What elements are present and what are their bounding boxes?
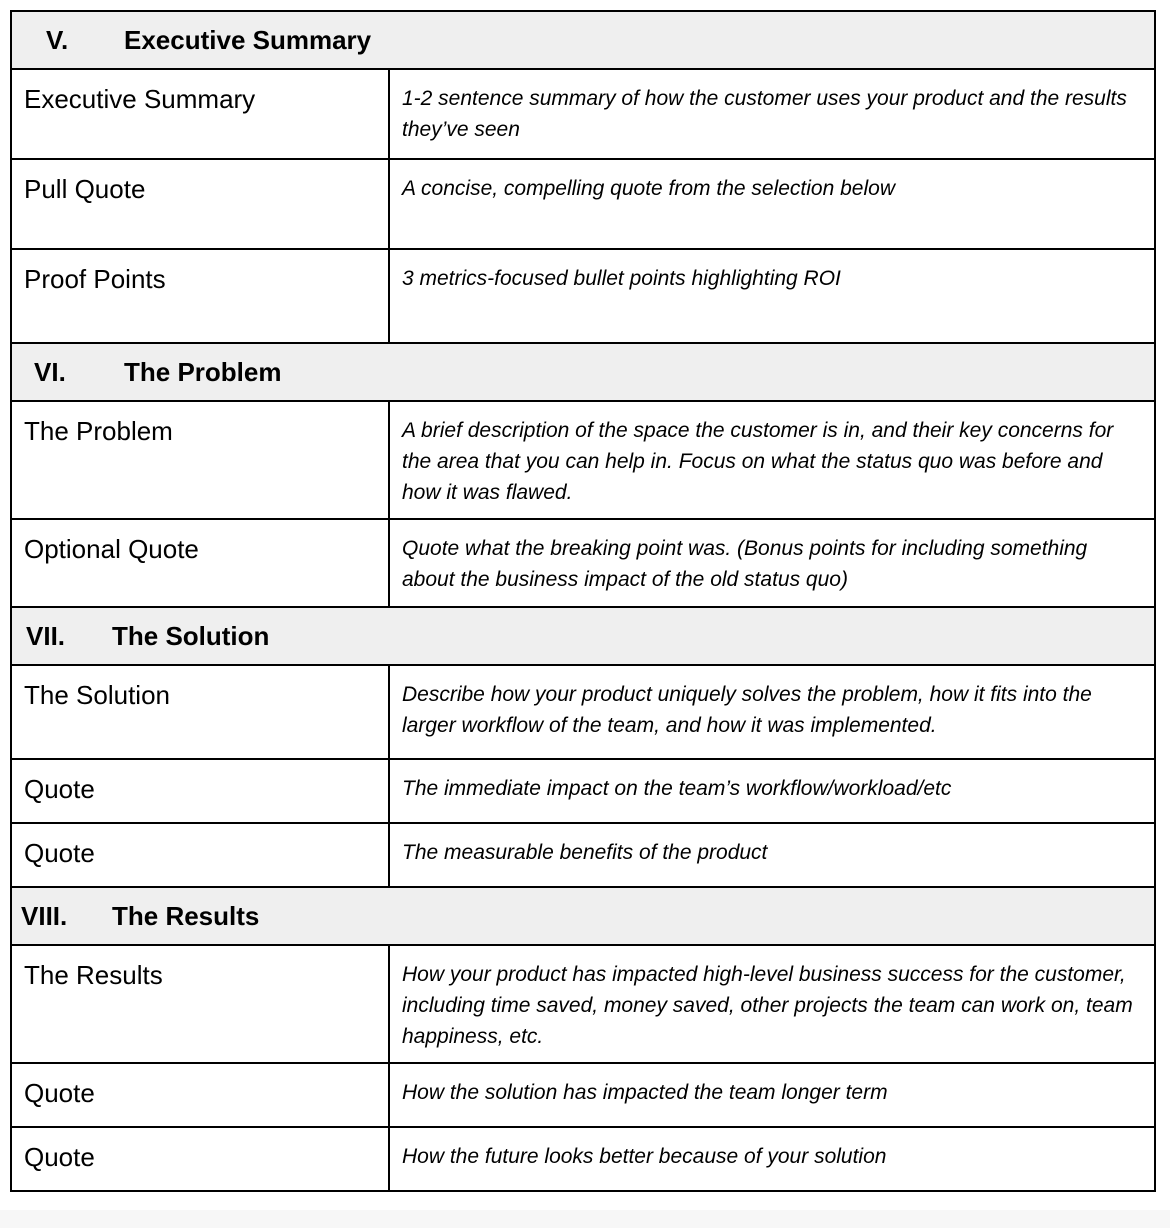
row-description: How the solution has impacted the team longer term xyxy=(389,1063,1155,1127)
row-label: Quote xyxy=(11,1127,389,1191)
row-description: Describe how your product uniquely solves the problem, how it fits into the larger workflow of the team, and how it was implemented. xyxy=(389,665,1155,759)
case-study-outline-table xyxy=(10,10,1156,1192)
table-row xyxy=(11,1127,1155,1191)
row-description: Quote what the breaking point was. (Bonus points for including something about the business impact of the old status quo) xyxy=(389,519,1155,607)
section-header-the-solution xyxy=(11,607,1155,665)
row-description: A concise, compelling quote from the selection below xyxy=(389,159,1155,249)
row-label: The Solution xyxy=(11,665,389,759)
table-row xyxy=(11,249,1155,343)
row-label: Quote xyxy=(11,1063,389,1127)
section-header-executive-summary xyxy=(11,11,1155,69)
section-number: VIII. xyxy=(21,900,68,931)
row-label: Optional Quote xyxy=(11,519,389,607)
row-label: Proof Points xyxy=(11,249,389,343)
row-description: The immediate impact on the team’s workflow/workload/etc xyxy=(389,759,1155,823)
row-label: Pull Quote xyxy=(11,159,389,249)
table-row xyxy=(11,1063,1155,1127)
row-description: 1-2 sentence summary of how the customer uses your product and the results they’ve seen xyxy=(389,69,1155,159)
row-label: The Problem xyxy=(11,401,389,519)
row-description: How your product has impacted high-level business success for the customer, including time saved, money saved, other projects the team can work on, team happiness, etc. xyxy=(389,945,1155,1063)
section-title: Executive Summary xyxy=(124,24,372,55)
table-row xyxy=(11,665,1155,759)
row-label: Executive Summary xyxy=(11,69,389,159)
row-description: 3 metrics-focused bullet points highlighting ROI xyxy=(389,249,1155,343)
table-row xyxy=(11,69,1155,159)
table-row xyxy=(11,945,1155,1063)
table-row xyxy=(11,159,1155,249)
section-title: The Solution xyxy=(112,620,270,651)
section-header-the-results xyxy=(11,887,1155,945)
section-title: The Problem xyxy=(124,356,282,387)
table-row xyxy=(11,401,1155,519)
row-label: Quote xyxy=(11,759,389,823)
section-number: VII. xyxy=(26,620,66,651)
section-title: The Results xyxy=(112,900,260,931)
row-label: Quote xyxy=(11,823,389,887)
table-row xyxy=(11,823,1155,887)
section-number: VI. xyxy=(34,356,66,387)
row-label: The Results xyxy=(11,945,389,1063)
section-number: V. xyxy=(46,24,69,55)
row-description: How the future looks better because of your solution xyxy=(389,1127,1155,1191)
page-margin xyxy=(0,1210,1170,1228)
row-description: The measurable benefits of the product xyxy=(389,823,1155,887)
section-header-the-problem xyxy=(11,343,1155,401)
table-row xyxy=(11,759,1155,823)
table-row xyxy=(11,519,1155,607)
row-description: A brief description of the space the customer is in, and their key concerns for the area that you can help in. Focus on what the status quo was before and how it was flawed. xyxy=(389,401,1155,519)
